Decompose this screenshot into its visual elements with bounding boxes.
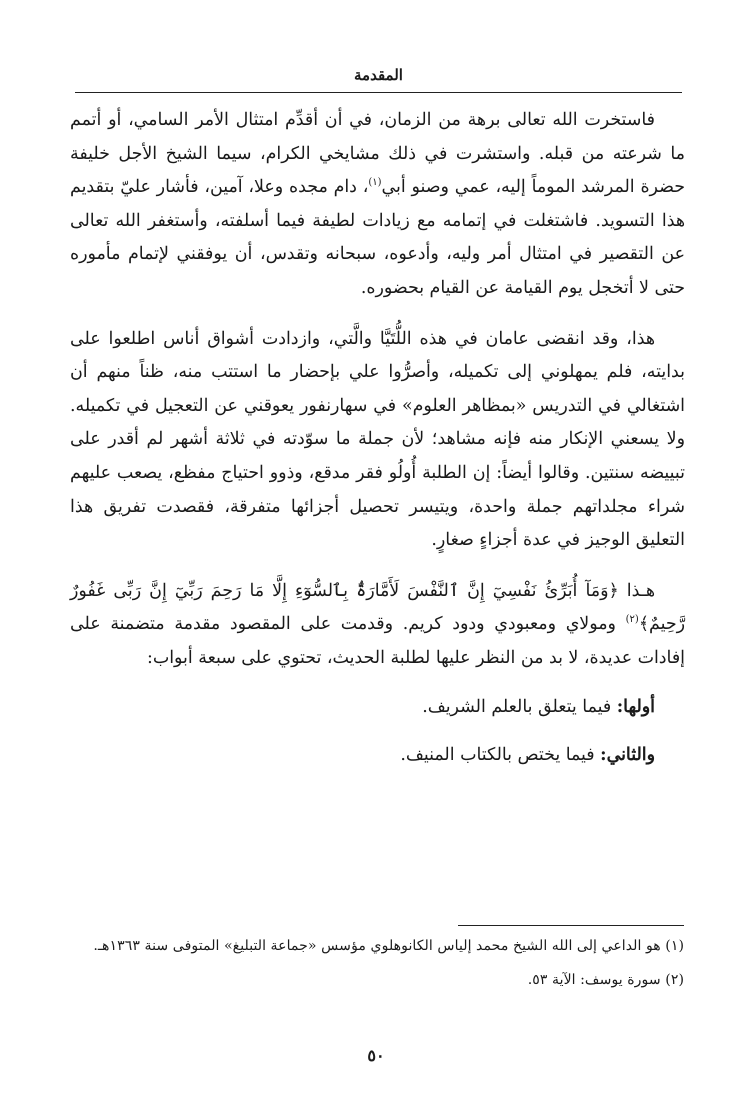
section-label: والثاني:: [600, 745, 655, 766]
paragraph-2: هذا، وقد انقضى عامان في هذه اللُّتَيَّا والَّتي، وازدادت أشواق أناس اطلعوا على بدايته، فلم يمهلوني إلى تكميله، وأصرُّوا علي بإحضار ما استتب منه، ظناً منهم أن اشتغالي في التدريس «بمظاهر العلوم» في سهارنفور يعوقني عن التعجيل في تكميله. ولا يسعني الإنكار منه فإنه مشاهد؛ لأن جملة ما سوّدته في ثلاثة أشهر لم أقدر على تبييضه سنتين. وقالوا أيضاً: إن الطلبة أُولُو فقر مدقع، وذوو احتياج مفظع، يصعب عليهم شراء مجلداتهم جملة واحدة، ويتيسر تحصيل أجزائها متفرقة، فقصدت تفريق هذا التعليق الوجيز في عدة أجزاءٍ صغارٍ.: [70, 328, 685, 551]
section-item-1: [70, 691, 685, 725]
section-text: فيما يتعلق بالعلم الشريف.: [422, 696, 617, 717]
footnote-2: [72, 968, 684, 992]
footnote-ref-2[interactable]: (٢): [625, 614, 639, 626]
paragraph-3: [70, 575, 685, 676]
footnote-text: سورة يوسف: الآية ٥٣.: [527, 972, 661, 988]
section-text: فيما يختص بالكتاب المنيف.: [400, 745, 601, 766]
running-head: المقدمة: [354, 66, 403, 84]
footnote-marker: (٢): [665, 972, 684, 988]
paragraph-3-lead: هـذا: [618, 580, 655, 601]
main-text: [70, 104, 685, 773]
paragraph-1: [70, 104, 685, 306]
section-item-2: [70, 739, 685, 773]
header-rule: [75, 92, 682, 93]
footnotes: [72, 934, 684, 992]
paragraph-1-tail: ، دام مجده وعلا، آمين، فأشار عليّ بتقديم هذا التسويد. فاشتغلت في إتمامه مع زيادات لطيفة فيما أسلفته، وأستغفر الله تعالى عن التقصير في امتثال أمر وليه، وأدعوه، سبحانه وتقدس، أن يوفقني لإتمام مأموره حتى لا أتخجل يوم القيامة عن القيام بحضوره.: [70, 177, 685, 298]
footnote-1: [72, 934, 684, 958]
footnote-text: هو الداعي إلى الله الشيخ محمد إلياس الكانوهلوي مؤسس «جماعة التبليغ» المتوفى سنة ١٣٦٣هـ.: [93, 938, 661, 954]
quran-quote: ﴿وَمَآ أُبَرِّئُ نَفْسِيٓ إِنَّ ٱلنَّفْسَ لَأَمَّارَةٌۢ بِٱلسُّوٓءِ إِلَّا مَا رَحِمَ رَبِّيٓ إِنَّ رَبِّى غَفُورٌ رَّحِيمٌ﴾: [70, 580, 685, 635]
footnote-ref-1[interactable]: (١): [368, 177, 382, 189]
footnote-rule: [458, 925, 684, 926]
paragraph-1-text: فاستخرت الله تعالى برهة من الزمان، في أن أقدِّم امتثال الأمر السامي، أو أتمم ما شرعته من قبله. واستشرت في ذلك مشايخي الكرام، سيما الشيخ الأجل خليفة حضرة المرشد الموماً إليه، عمي وصنو أبي: [70, 110, 685, 198]
section-label: أولها:: [616, 696, 655, 717]
page-number: ٥٠: [367, 1046, 385, 1065]
footnote-marker: (١): [665, 938, 684, 954]
paragraph-3-tail: ومولاي ومعبودي ودود كريم. وقدمت على المقصود مقدمة متضمنة على إفادات عديدة، لا بد من النظر عليها لطلبة الحديث، تحتوي على سبعة أبواب:: [70, 614, 685, 668]
